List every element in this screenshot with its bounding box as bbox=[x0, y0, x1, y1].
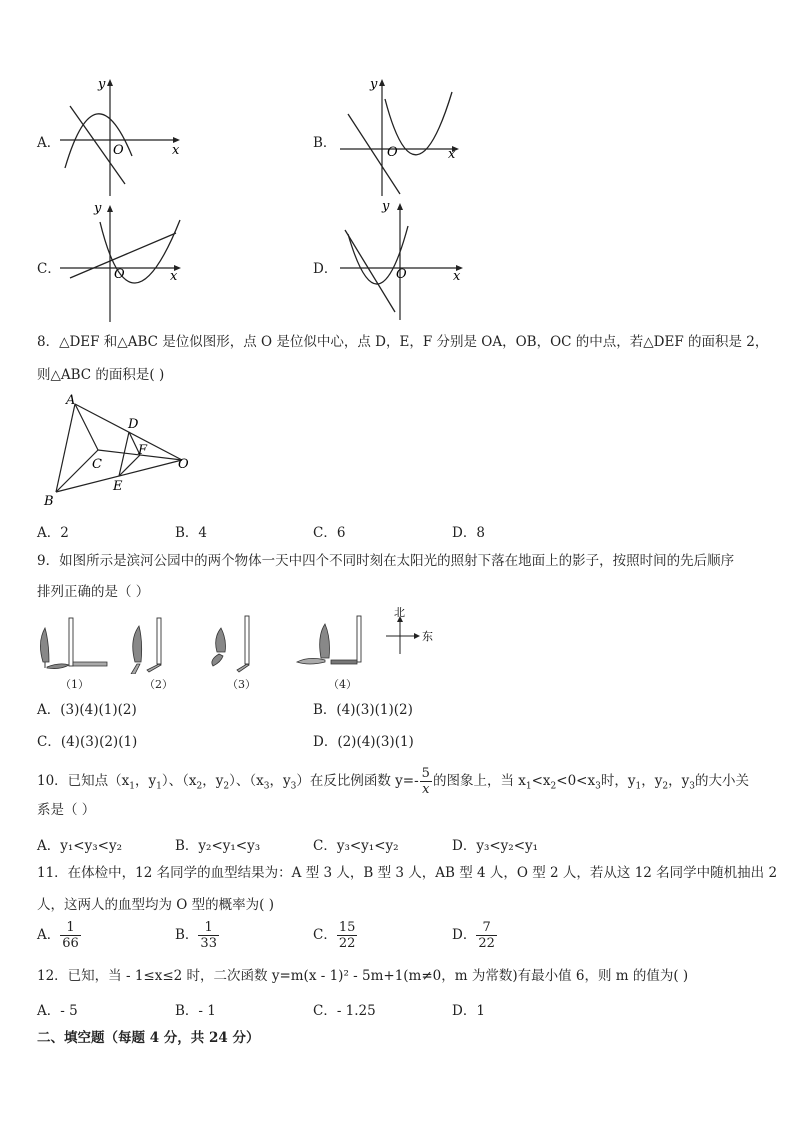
q7c-y-label: y bbox=[94, 201, 102, 216]
q8-label-e: E bbox=[113, 479, 123, 494]
q8-label-a: A bbox=[66, 393, 76, 408]
q12-option-d[interactable]: D．1 bbox=[452, 1003, 485, 1019]
q9-caption-4: （4） bbox=[328, 678, 357, 691]
q10-text-line1: 10．已知点（$x_1$，$y_1$）、（$x_2$，$y_2$）、（$x_3$，$y_3$）在反比例函数 y=- $\frac{5}{x}$ 的图象上，当 $x_1<x_2<0<x_3$时，$y_1$，$y_2$，$y_3$的大小关 bbox=[37, 766, 749, 797]
q7c-x-label: x bbox=[170, 269, 178, 284]
q9-compass-east: 东 bbox=[422, 630, 433, 643]
q8-label-d: D bbox=[128, 417, 139, 432]
q12-option-c[interactable]: C．- 1.25 bbox=[313, 1003, 376, 1019]
q9-option-b[interactable]: B．(4)(3)(1)(2) bbox=[313, 702, 413, 718]
q7-option-d-letter: D． bbox=[313, 261, 338, 277]
section-2-heading: 二、填空题（每题 4 分，共 24 分） bbox=[37, 1030, 260, 1046]
q9-option-c[interactable]: C．(4)(3)(2)(1) bbox=[37, 734, 138, 750]
q9-figure-1 bbox=[35, 612, 115, 674]
q9-option-d[interactable]: D．(2)(4)(3)(1) bbox=[313, 734, 414, 750]
q8-option-d[interactable]: D．8 bbox=[452, 525, 485, 541]
q10-option-a[interactable]: A．y₁<y₃<y₂ bbox=[37, 838, 122, 854]
q10-option-d[interactable]: D．y₃<y₂<y₁ bbox=[452, 838, 539, 854]
q8-text-line2: 则△ABC 的面积是( ) bbox=[37, 367, 165, 383]
q7d-y-label: y bbox=[382, 199, 390, 214]
q9-compass bbox=[384, 604, 444, 656]
q8-text-line1: 8．△DEF 和△ABC 是位似图形，点 O 是位似中心，点 D，E，F 分别是 OA，OB，OC 的中点，若△DEF 的面积是 2， bbox=[37, 334, 769, 350]
q12-option-b[interactable]: B．- 1 bbox=[175, 1003, 216, 1019]
q9-caption-1: （1） bbox=[60, 678, 89, 691]
q9-text-line2: 排列正确的是（ ） bbox=[37, 584, 150, 600]
q7-graph-b bbox=[340, 74, 465, 198]
q8-label-b: B bbox=[44, 494, 54, 509]
q11-text-line1: 11．在体检中，12 名同学的血型结果为：A 型 3 人，B 型 3 人，AB 型 4 人，O 型 2 人，若从这 12 名同学中随机抽出 2 bbox=[37, 865, 778, 881]
q7d-x-label: x bbox=[453, 269, 461, 284]
q9-figure-4 bbox=[295, 612, 375, 674]
q9-caption-2: （2） bbox=[144, 678, 173, 691]
q8-option-b[interactable]: B．4 bbox=[175, 525, 208, 541]
q7b-x-label: x bbox=[448, 147, 456, 162]
q11-option-c[interactable]: C． $\frac{15}{22}$ bbox=[313, 920, 356, 951]
q8-figure bbox=[40, 392, 200, 510]
q7-graph-c bbox=[60, 200, 185, 325]
q10-option-c[interactable]: C．y₃<y₁<y₂ bbox=[313, 838, 399, 854]
q7d-origin-label: O bbox=[396, 267, 407, 282]
q11-option-d[interactable]: D． $\frac{7}{22}$ bbox=[452, 920, 495, 951]
q8-option-c[interactable]: C．6 bbox=[313, 525, 346, 541]
q10-text-line2: 系是（ ） bbox=[37, 802, 96, 818]
q9-option-a[interactable]: A．(3)(4)(1)(2) bbox=[37, 702, 137, 718]
q8-label-o: O bbox=[178, 457, 189, 472]
q9-compass-north: 北 bbox=[394, 606, 405, 619]
q9-figure-2 bbox=[127, 612, 187, 674]
q7-option-c-letter: C． bbox=[37, 261, 61, 277]
q7-option-a-letter: A． bbox=[37, 135, 61, 151]
q7c-origin-label: O bbox=[114, 267, 125, 282]
q7b-origin-label: O bbox=[387, 145, 398, 160]
q11-option-a[interactable]: A． $\frac{1}{66}$ bbox=[37, 920, 79, 951]
q7a-x-label: x bbox=[172, 143, 180, 158]
q9-caption-3: （3） bbox=[227, 678, 256, 691]
q7a-origin-label: O bbox=[113, 143, 124, 158]
q12-text: 12．已知，当 - 1≤x≤2 时，二次函数 y=m(x - 1)² - 5m+1(m≠0，m 为常数)有最小值 6，则 m 的值为( ) bbox=[37, 968, 689, 984]
q11-text-line2: 人，这两人的血型均为 O 型的概率为( ) bbox=[37, 897, 274, 913]
q9-text-line1: 9．如图所示是滨河公园中的两个物体一天中四个不同时刻在太阳光的照射下落在地面上的影子，按照时间的先后顺序 bbox=[37, 553, 735, 569]
q7-graph-a bbox=[60, 76, 185, 198]
q8-label-f: F bbox=[138, 443, 148, 458]
q11-option-b[interactable]: B． $\frac{1}{33}$ bbox=[175, 920, 217, 951]
q12-option-a[interactable]: A．- 5 bbox=[37, 1003, 78, 1019]
q7-option-b-letter: B． bbox=[313, 135, 337, 151]
q9-figure-3 bbox=[205, 612, 265, 674]
q8-option-a[interactable]: A．2 bbox=[37, 525, 69, 541]
q7b-y-label: y bbox=[370, 77, 378, 92]
q10-option-b[interactable]: B．y₂<y₁<y₃ bbox=[175, 838, 261, 854]
q8-label-c: C bbox=[92, 457, 102, 472]
q7a-y-label: y bbox=[98, 77, 106, 92]
q7-graph-d bbox=[340, 198, 465, 323]
